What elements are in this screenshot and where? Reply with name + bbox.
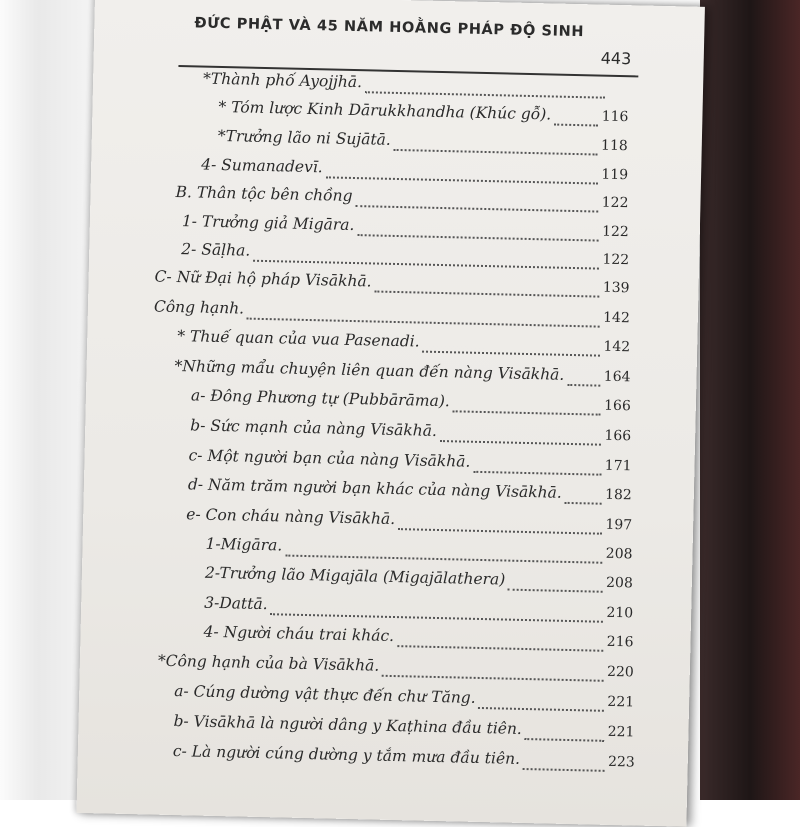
toc-entry: a- Cúng dường vật thực đến chư Tăng. 221 [174,682,635,711]
book-cover-edge [700,0,800,800]
toc-entry: *Những mẩu chuyện liên quan đến nàng Visākhā. 164 [174,356,631,386]
toc-entry: a- Đông Phương tự (Pubbārāma). 166 [190,386,632,415]
toc-entry: 1-Migāra. 208 [205,534,633,563]
toc-entry: *Công hạnh của bà Visākhā. 220 [157,651,634,681]
toc-entry: b- Visākhā là người dâng y Kaṭhina đầu tiên. 221 [173,712,635,741]
toc-entry: C- Nữ Đại hộ pháp Visākhā. 139 [154,267,630,297]
toc-entry: c- Là người cúng dường y tắm mưa đầu tiên. 223 [172,742,635,771]
toc-entry: b- Sức mạnh của nàng Visākhā. 166 [190,416,632,445]
toc-entry: *Trưởng lão ni Sujātā. 118 [217,126,628,155]
toc-entry: 4- Sumanadevī. 119 [201,155,629,184]
toc-entry: 4- Người cháu trai khác. 216 [203,622,634,651]
toc-entry: * Tóm lược Kinh Dārukkhandha (Khúc gỗ). 116 [218,97,629,126]
book-page [76,0,704,827]
toc-entry: 2-Trưởng lão Migajāla (Migajālathera) 208 [204,563,634,592]
toc-entry: *Thành phố Ayojjhā. [203,70,608,105]
running-title: ĐỨC PHẬT VÀ 45 NĂM HOẰNG PHÁP ĐỘ SINH [194,15,585,41]
toc-entry: c- Một người bạn của nàng Visākhā. 171 [188,446,632,475]
toc-entry: Công hạnh. 142 [153,297,631,327]
toc-entry: e- Con cháu nàng Visākhā. 197 [186,505,633,534]
toc-entry: d- Năm trăm người bạn khác của nàng Visākhā. 182 [187,475,633,504]
toc-entry: 2- Sāḷha. 122 [181,240,630,269]
page-number: 443 [600,48,632,69]
toc-entry: B. Thân tộc bên chồng 122 [175,182,629,212]
toc-entry: 3-Dattā. 210 [204,593,634,622]
toc-entry: 1- Trưởng giả Migāra. 122 [181,212,629,241]
toc-entry: * Thuế quan của vua Pasenadi. 142 [177,327,631,356]
